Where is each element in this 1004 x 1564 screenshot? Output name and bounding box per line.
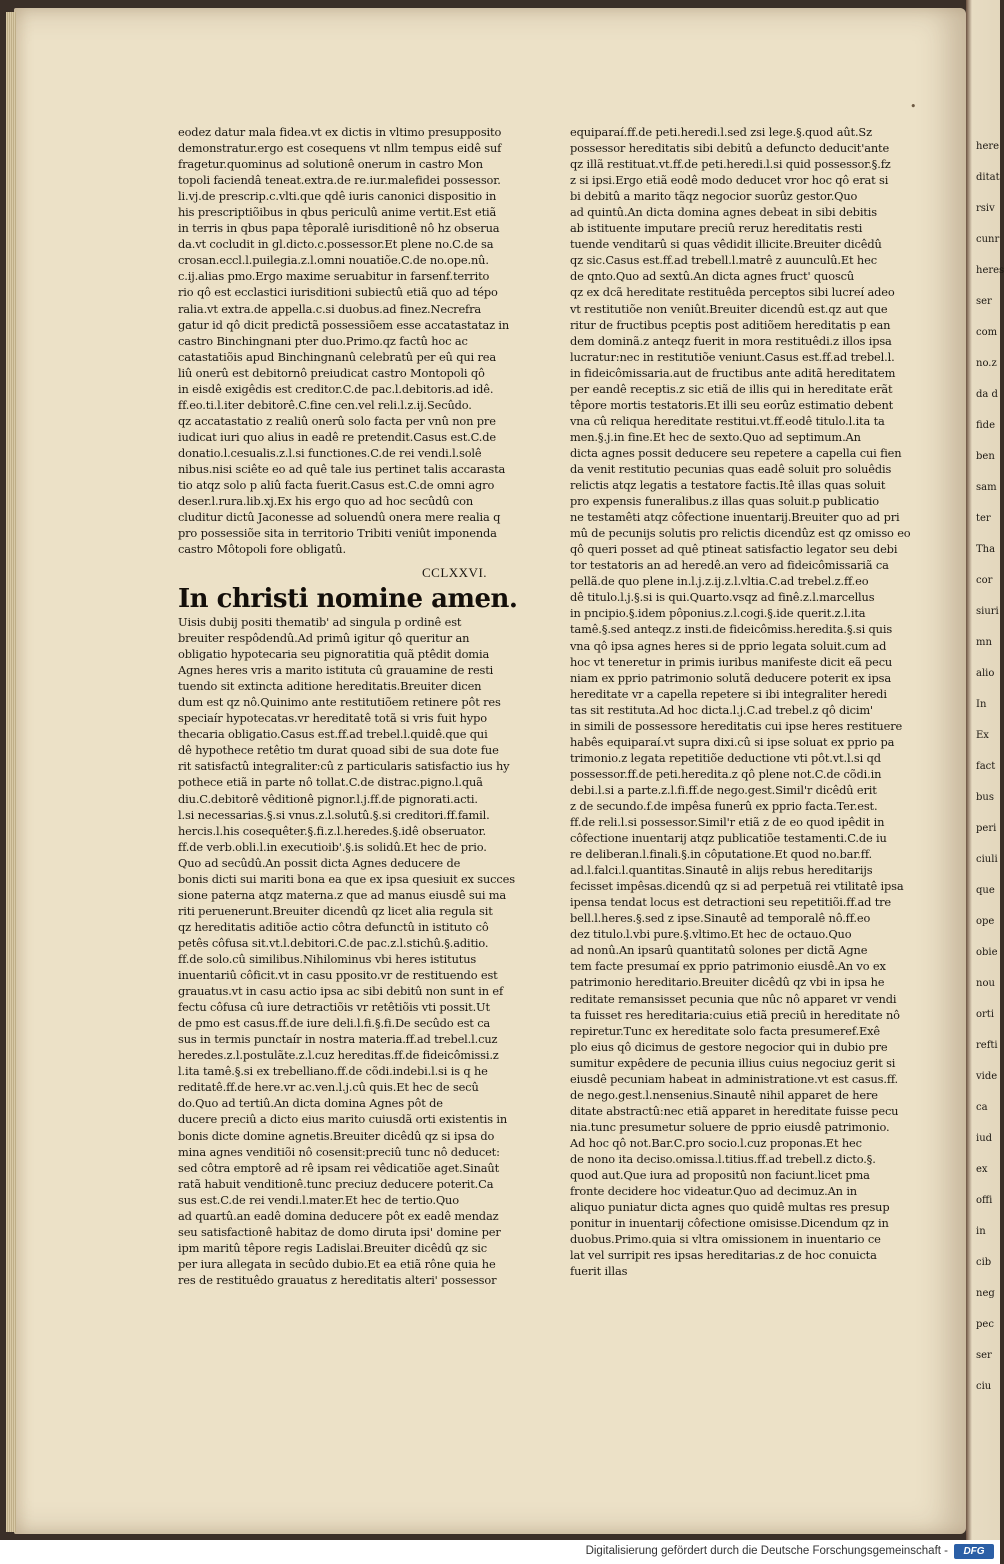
text-line: obligatio hypotecaria seu pignoratitia quã ptêdit domia xyxy=(178,647,490,662)
next-page-fragment: da d xyxy=(976,389,998,400)
text-line: relictis atqz legatis a testatore factis.Itê illas quas soluit xyxy=(570,478,886,493)
next-page-fragment: rsiv xyxy=(976,203,995,214)
text-line: hercis.l.his cosequêter.§.fi.z.l.heredes.§.idê obseruator. xyxy=(178,823,486,838)
text-line: ad quintû.An dicta domina agnes debeat in sibi debitis xyxy=(570,205,877,220)
text-line: hoc vt teneretur in primis iuribus manifeste dicit eã pecu xyxy=(570,654,893,669)
next-page-fragment: ciuli xyxy=(976,854,998,865)
text-line: ad.l.falci.l.quantitas.Sinautê in alijs rebus hereditarijs xyxy=(570,863,873,878)
text-line: tuende venditarû si quas vêdidit illicite.Breuiter dicêdû xyxy=(570,237,882,252)
text-line: fecisset impêsas.dicendû qz si ad perpetuã rei vtilitatê ipsa xyxy=(570,879,904,894)
text-line: ritur de fructibus pceptis post aditiõem hereditatis p ean xyxy=(570,317,891,332)
next-page-fragment: neg xyxy=(976,1288,995,1299)
next-page-fragment: fide xyxy=(976,420,995,431)
text-line: pro possessiõe sita in territorio Tribiti veniût imponenda xyxy=(178,526,497,541)
text-line: donatio.l.cesualis.z.l.si functiones.C.de rei vendi.l.solê xyxy=(178,445,482,460)
next-page-fragment: no.z xyxy=(976,358,997,369)
text-line: seu satisfactionê habitaz de domo diruta ipsi' domine per xyxy=(178,1224,501,1239)
text-line: possessor.ff.de peti.heredita.z qô plene not.C.de cõdi.in xyxy=(570,766,882,781)
text-line: his prescriptiõibus in qbus periculû anime vertit.Est etiã xyxy=(178,205,497,220)
next-page-fragment: alio xyxy=(976,668,995,679)
text-line: Quo ad secûdû.An possit dicta Agnes deducere de xyxy=(178,855,461,870)
text-line: tamê.§.sed anteqz.z insti.de fideicômiss.heredita.§.si quis xyxy=(570,622,893,637)
text-line: petês côfusa sit.vt.l.debitori.C.de pac.z.l.stichû.§.aditio. xyxy=(178,935,489,950)
next-page-fragment: sam xyxy=(976,482,997,493)
next-page-fragment: Tha xyxy=(976,544,996,555)
text-line: eiusdê pecuniam habeat in administratione.vt est casus.ff. xyxy=(570,1071,899,1086)
text-line: qz ex dcã hereditate restituêda perceptos sibi lucreí adeo xyxy=(570,285,895,300)
text-line: demonstratur.ergo est cosequens vt nllm tempus eidê suf xyxy=(178,141,502,156)
text-line: deser.l.rura.lib.xj.Ex his ergo quo ad hoc secûdû con xyxy=(178,494,474,509)
next-page-fragment: nou xyxy=(976,978,995,989)
text-line: rio qô est ecclastici iurisditioni subiectû etiã quo ad tépo xyxy=(178,285,498,300)
text-line: eodez datur mala fidea.vt ex dictis in vltimo presupposito xyxy=(178,125,502,139)
text-line: ad nonû.An ipsarû quantitatû solones per dictã Agne xyxy=(570,943,868,958)
text-line: qz illã restituat.vt.ff.de peti.heredi.l.si quid possessor.§.fz xyxy=(570,157,891,172)
text-line: in simili de possessore hereditatis cui ipse heres restituere xyxy=(570,718,903,733)
text-line: per eandê receptis.z sic etiã de illis qui in hereditate erãt xyxy=(570,381,893,396)
next-page-fragment: peri xyxy=(976,823,997,834)
next-page-fragment: com xyxy=(976,327,998,338)
text-line: in pncipio.§.idem pôponius.z.l.cogi.§.ide querit.z.l.ita xyxy=(570,606,866,621)
next-page-fragment: in xyxy=(976,1226,986,1237)
text-line: tor testatoris an ad heredê.an vero ad fideicômissariã ca xyxy=(570,558,889,573)
text-line: per iura allegata in secûdo dubio.Et ea etiã rône quia he xyxy=(178,1256,496,1271)
text-line: ff.de reli.l.si possessor.Simil'r etiã z de eo quod ipêdit in xyxy=(570,815,885,830)
text-line: Uisis dubij positi thematib' ad singula p ordinê est xyxy=(178,615,462,629)
text-line: habês equiparaí.vt supra dixi.cû si ipse soluat ex pprio pa xyxy=(570,734,895,749)
next-page-fragment: fact xyxy=(976,761,996,772)
text-line: ad quartû.an eadê domina deducere pôt ex eadê mendaz xyxy=(178,1208,499,1223)
text-line: breuiter respôdendû.Ad primû igitur qô queritur an xyxy=(178,631,470,646)
text-line: topoli faciendâ teneat.extra.de re.iur.malefidei possessor. xyxy=(178,173,501,188)
text-line: tas sit restituta.Ad hoc dicta.l.j.C.ad trebel.z qô dicim' xyxy=(570,702,874,717)
text-line: ralia.vt extra.de appella.c.si duobus.ad finez.Necrefra xyxy=(178,301,482,316)
text-line: sus est.C.de rei vendi.l.mater.Et hec de tertio.Quo xyxy=(178,1192,459,1207)
page-mark: • xyxy=(910,100,917,113)
text-line: grauatus.vt in casu actio ipsa ac sibi debitû non sunt in ef xyxy=(178,984,504,999)
next-page-fragment: cor xyxy=(976,575,993,586)
next-page-fragment: vide xyxy=(976,1071,998,1082)
next-page-fragment: siuri xyxy=(976,606,999,617)
text-line: debi.l.si a parte.z.l.fi.ff.de nego.gest.Simil'r dicêdû erit xyxy=(570,782,877,797)
text-line: dê titulo.l.j.§.si is qui.Quarto.vsqz ad finê.z.l.marcellus xyxy=(570,590,875,605)
text-line: de pmo est casus.ff.de iure deli.l.fi.§.fi.De secûdo est ca xyxy=(178,1016,491,1031)
text-line: trimonio.z legata repetitiõe deductione vti pôt.vt.l.si qd xyxy=(570,750,881,765)
text-line: ponitur in inuentarij côfectione omisisse.Dicendum qz in xyxy=(570,1216,889,1231)
page-edge xyxy=(6,12,16,1532)
folio-number: CCLXXVI. xyxy=(422,565,488,580)
text-line: thecaria obligatio.Casus est.ff.ad trebel.l.quidê.que qui xyxy=(178,727,488,742)
text-line: ratã habuit venditionê.tunc preciuz deducere poterit.Ca xyxy=(178,1176,494,1191)
text-line: nia.tunc presumetur soluere de pprio eiusdê patrimonio. xyxy=(570,1119,890,1134)
next-page-fragment: ser xyxy=(976,296,992,307)
next-page-fragment: ditat xyxy=(976,172,1000,183)
next-page-fragment: cib xyxy=(976,1257,992,1268)
text-line: ta fuisset res hereditaria:cuius etiã preciû in hereditate nô xyxy=(570,1007,900,1022)
dfg-logo: DFG xyxy=(954,1544,994,1559)
text-line: castro Binchingnani pter duo.Primo.qz factû hoc ac xyxy=(178,333,468,348)
text-line: men.§.j.in fine.Et hec de sexto.Quo ad septimum.An xyxy=(570,429,861,444)
text-line: in terris in qbus papa têporalê iurisditionê nô hz obserua xyxy=(178,221,500,236)
text-line: plo eius qô dicimus de gestore negocior qui in dubio pre xyxy=(570,1039,888,1054)
text-line: reditatê.ff.de here.vr ac.ven.l.j.cû quis.Et hec de secû xyxy=(178,1080,479,1095)
text-line: tuendo sit extincta aditione hereditatis.Breuiter dicen xyxy=(178,679,482,694)
text-line: bonis dicte domine agnetis.Breuiter dicêdû qz si ipsa do xyxy=(178,1128,495,1143)
text-line: do.Quo ad tertiû.An dicta domina Agnes pôt de xyxy=(178,1096,443,1111)
text-line: c.ij.alias pmo.Ergo maxime seruabitur in farsenf.territo xyxy=(178,269,490,284)
text-line: sed côtra emptorê ad rê ipsam rei vêdicatiõe aget.Sinaût xyxy=(178,1160,500,1175)
next-page-fragment: orti xyxy=(976,1009,995,1020)
text-line: sione paterna atqz materna.z que ad manus eiusdê sui ma xyxy=(178,887,507,902)
text-line: pro expensis funeralibus.z illas quas soluit.p publicatio xyxy=(570,494,879,509)
left-column-top xyxy=(178,124,530,557)
text-line: ducere preciû a dicto eius marito cuiusdã orti existentis in xyxy=(178,1112,508,1127)
next-page-fragment: bus xyxy=(976,792,994,803)
text-line: da.vt cocludit in gl.dicto.c.possessor.Et plene no.C.de sa xyxy=(178,237,494,252)
text-line: ff.de verb.obli.l.in executioib'.§.is solidû.Et hec de prio. xyxy=(178,839,487,854)
text-line: de nego.gest.l.nensenius.Sinautê nihil apparet de here xyxy=(570,1087,878,1102)
text-line: sus in termis punctaír in nostra materia.ff.ad trebel.l.cuz xyxy=(178,1032,498,1047)
text-line: fectu côfusa cû iure detractiõis vr retêtiõis vti possit.Ut xyxy=(178,1000,490,1015)
text-line: bi debitû a marito tãqz negocior suorûz gestor.Quo xyxy=(570,189,858,204)
text-line: in eisdê exigêdis est creditor.C.de pac.l.debitoris.ad idê. xyxy=(178,381,494,396)
text-line: niam ex pprio patrimonio solutã deducere poterit ex ipsa xyxy=(570,670,891,685)
text-line: repiretur.Tunc ex hereditate solo facta presumeref.Exê xyxy=(570,1023,880,1038)
text-line: ditate abstractû:nec etiã apparet in hereditate fuisse pecu xyxy=(570,1103,899,1118)
text-line: z de secundo.f.de impêsa funerû ex pprio facta.Ter.est. xyxy=(570,798,878,813)
next-page-fragment: refti xyxy=(976,1040,998,1051)
text-line: tem facte presumaí ex pprio patrimonio eiusdê.An vo ex xyxy=(570,959,886,974)
text-line: pothece etiã in parte nô tollat.C.de distrac.pigno.l.quã xyxy=(178,775,483,790)
text-line: lat vel surripit res ipsas hereditarias.z de hoc conuicta xyxy=(570,1248,877,1263)
text-line: côfectione inuentarij atqz publicatiõe testamenti.C.de iu xyxy=(570,831,887,846)
left-column-bottom xyxy=(178,614,530,1288)
text-line: diu.C.debitorê vêditionê pignor.l.j.ff.de pignorati.acti. xyxy=(178,791,478,806)
text-line: vt restitutiõe non veniût.Breuiter dicendû est.qz aut que xyxy=(570,301,888,316)
next-page-fragment: ope xyxy=(976,916,995,927)
next-page-fragment: here xyxy=(976,141,1000,152)
text-line: rit satisfactû integraliter:cû z particularis satisfactio ius hy xyxy=(178,759,510,774)
text-line: mû de pecunijs solutis pro relictis dicendûz est qz omisso eo xyxy=(570,526,911,541)
text-line: z si ipsi.Ergo etiã eodê modo deducet vror hoc qô erat si xyxy=(570,173,889,188)
text-line: fronte decidere hoc videatur.Quo ad decimuz.An in xyxy=(570,1184,857,1199)
text-line: equiparaí.ff.de peti.heredi.l.sed zsi lege.§.quod aût.Sz xyxy=(570,125,872,139)
next-page-fragment: ca xyxy=(976,1102,988,1113)
text-line: da venit restitutio pecunias quas eadê soluit pro soluêdis xyxy=(570,461,892,476)
text-line: crosan.eccl.l.puilegia.z.l.omni nouatiõe.C.de no.ope.nû. xyxy=(178,253,489,268)
text-line: dem dominã.z anteqz fuerit in mora restituêdi.z illos ipsa xyxy=(570,333,892,348)
text-line: reditate remansisset pecunia que nûc nô apparet vr vendi xyxy=(570,991,897,1006)
next-page-fragment: heres xyxy=(976,265,1004,276)
text-line: res de restituêdo grauatus z hereditatis alteri' possessor xyxy=(178,1272,497,1287)
text-line: ne testamêti atqz côfectione inuentarij.Breuiter quo ad pri xyxy=(570,510,900,525)
next-page-edge xyxy=(966,0,1004,1540)
text-line: gatur id qô dicit predictã possessiõem esse accatastataz in xyxy=(178,317,510,332)
text-line: tio atqz solo p aliû facta fuerit.Casus est.C.de omni agro xyxy=(178,478,495,493)
text-line: mina agnes venditiõi nô cosensit:preciû tunc nô deducet: xyxy=(178,1144,500,1159)
text-line: ipensa tendat locus est detractioni seu repetitiõi.ff.ad tre xyxy=(570,895,892,910)
next-page-fragment: iud xyxy=(976,1133,993,1144)
text-line: cluditur dictû Jaconesse ad soluendû onera mere realia q xyxy=(178,510,501,525)
text-line: dez titulo.l.vbi pure.§.vltimo.Et hec de octauo.Quo xyxy=(570,927,852,942)
text-line: dum est qz nô.Quinimo ante restitutiõem retinere pôt res xyxy=(178,695,501,710)
next-page-fragment: mn xyxy=(976,637,992,648)
next-page-fragment: que xyxy=(976,885,995,896)
text-line: vna qô ipsa agnes heres si de pprio legata soluit.cum ad xyxy=(570,638,887,653)
funding-notice: Digitalisierung gefördert durch die Deutsche Forschungsgemeinschaft - xyxy=(585,1545,948,1557)
text-line: re deliberan.l.finali.§.in côputatione.Et quod no.bar.ff. xyxy=(570,847,872,862)
text-line: dê hypothece retêtio tm durat quoad sibi de sua dote fue xyxy=(178,743,499,758)
text-line: qô queri posset ad quê ptineat satisfactio legator seu debi xyxy=(570,542,898,557)
text-line: têpore mortis testatoris.Et illi seu eorûz estimatio debent xyxy=(570,397,894,412)
next-page-fragment: offi xyxy=(976,1195,993,1206)
text-line: qz hereditatis aditiõe actio côtra defunctû in istituto cô xyxy=(178,919,489,934)
text-line: l.ita tamê.§.si ex trebelliano.ff.de cõdi.indebi.l.si is q he xyxy=(178,1064,488,1079)
next-page-fragment: obie xyxy=(976,947,998,958)
right-column xyxy=(570,124,912,1279)
text-line: iudicat iuri quo alius in eadê re pretendit.Casus est.C.de xyxy=(178,429,497,444)
incipit-heading: In christi nomine amen. xyxy=(178,584,518,614)
text-line: qz accatastatio z realiû onerû solo facta per vnû non pre xyxy=(178,413,496,428)
next-page-fragment: In xyxy=(976,699,987,710)
next-page-fragment: ciu xyxy=(976,1381,992,1392)
next-page-fragment: ser xyxy=(976,1350,992,1361)
next-page-fragment: Ex xyxy=(976,730,989,741)
text-line: duobus.Primo.quia si vltra omissionem in inuentario ce xyxy=(570,1232,881,1247)
text-line: speciaír hypotecatas.vr hereditatê totã si vris fuit hypo xyxy=(178,711,487,726)
text-line: catastatiõis apud Binchingnanû celebratû per eû qui rea xyxy=(178,349,497,364)
text-line: vna cû reliqua hereditate restitui.vt.ff.eodê titulo.l.ita ta xyxy=(570,413,885,428)
text-line: fragetur.quominus ad solutionê onerum in castro Mon xyxy=(178,157,483,172)
text-line: fuerit illas xyxy=(570,1264,628,1279)
next-page-fragment: ter xyxy=(976,513,991,524)
next-page-fragment: cunr xyxy=(976,234,1000,245)
text-line: qz sic.Casus est.ff.ad trebell.l.matrê z auunculû.Et hec xyxy=(570,253,877,268)
text-line: quod aut.Que iura ad propositû non faciunt.licet pma xyxy=(570,1168,870,1183)
text-line: Agnes heres vris a marito istituta cû grauamine de resti xyxy=(178,663,494,678)
text-line: nibus.nisi sciête eo ad quê tale ius pertinet talis accarasta xyxy=(178,461,506,476)
text-line: ff.de solo.cû similibus.Nihilominus vbi heres istitutus xyxy=(178,951,477,966)
text-line: li.vj.de prescrip.c.vlti.que qdê iuris canonici dispositio in xyxy=(178,189,497,204)
text-line: l.si necessarias.§.si vnus.z.l.solutû.§.si creditori.ff.famil. xyxy=(178,807,490,822)
text-line: pellã.de quo plene in.l.j.z.ij.z.l.vltia.C.ad trebel.z.ff.eo xyxy=(570,574,869,589)
text-line: riti peruenerunt.Breuiter dicendû qz licet alia regula sit xyxy=(178,903,493,918)
text-line: possessor hereditatis sibi debitû a defuncto deducit'ante xyxy=(570,141,890,156)
text-line: heredes.z.l.postulãte.z.l.cuz hereditas.ff.de fideicômissi.z xyxy=(178,1048,499,1063)
text-line: de nono ita deciso.omissa.l.titius.ff.ad trebell.z dicto.§. xyxy=(570,1152,876,1166)
text-line: bonis dicti sui mariti bona ea que ex ipsa quesiuit ex succes xyxy=(178,871,515,886)
text-line: castro Môtopoli fore obligatû. xyxy=(178,542,346,557)
text-line: patrimonio hereditario.Breuiter dicêdû qz vbi in ipsa he xyxy=(570,975,885,990)
text-line: Ad hoc qô not.Bar.C.pro socio.l.cuz proponas.Et hec xyxy=(570,1135,862,1150)
text-line: ff.eo.ti.l.iter debitorê.C.fine cen.vel reli.l.z.ij.Secûdo. xyxy=(178,397,472,412)
next-page-fragment: ex xyxy=(976,1164,988,1175)
next-page-fragment: pec xyxy=(976,1319,994,1330)
text-line: dicta agnes possit deducere seu repetere a capella cui fien xyxy=(570,445,902,460)
text-line: ab istituente imputare preciû reruz hereditatis resti xyxy=(570,221,863,236)
text-line: in fideicômissaria.aut de fructibus ante aditã hereditatem xyxy=(570,365,896,380)
text-line: ipm maritû têpore regis Ladislai.Breuiter dicêdû qz sic xyxy=(178,1240,488,1255)
text-line: de qnto.Quo ad sextû.An dicta agnes fruct' quoscû xyxy=(570,269,855,284)
text-line: sumitur expêdere de pecunia illius cuius negociuz gerit si xyxy=(570,1055,896,1070)
text-line: inuentariû côficit.vt in casu pposito.vr de restituendo est xyxy=(178,968,498,983)
text-line: bell.l.heres.§.sed z ipse.Sinautê ad temporalê nô.ff.eo xyxy=(570,911,871,926)
text-line: liû onerû est debitornô preiudicat castro Montopoli qô xyxy=(178,365,485,380)
next-page-fragment: ben xyxy=(976,451,995,462)
text-line: hereditate vr a capella repetere si ibi integraliter heredi xyxy=(570,686,887,701)
text-line: lucratur:nec in restitutiõe veniunt.Casus est.ff.ad trebel.l. xyxy=(570,349,895,364)
footer-bar xyxy=(0,1540,1000,1564)
text-line: aliquo puniatur dicta agnes quo quidê multas res presup xyxy=(570,1200,890,1215)
